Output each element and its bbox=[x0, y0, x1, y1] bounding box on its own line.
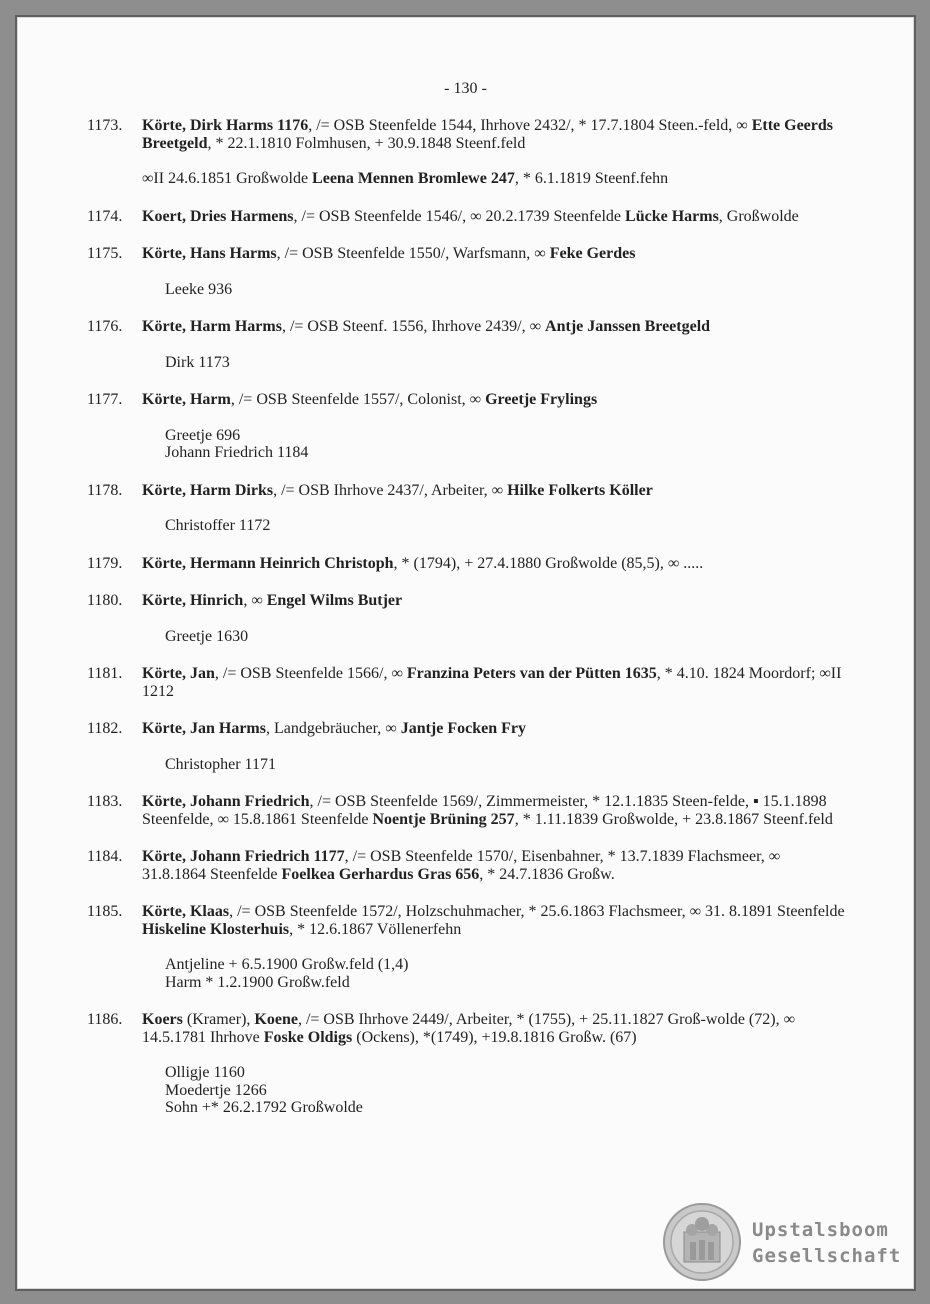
child-item: Greetje 1630 bbox=[165, 627, 249, 645]
entry-1184 bbox=[87, 848, 847, 883]
entry-1179 bbox=[87, 555, 847, 573]
record-text: , ∞ bbox=[243, 592, 267, 609]
name-text: Lücke Harms bbox=[625, 207, 719, 225]
record-text: , /= OSB Steenfelde 1569/, Zimmermeister, * 12.1.1835 Steen-felde, ▪ 15.1.1898 Steenfelde, ∞ 15.8.1861 Steenfelde bbox=[142, 793, 827, 828]
record-text: , * 24.7.1836 Großw. bbox=[479, 865, 615, 883]
name-text: Franzina Peters van der Pütten 1635 bbox=[406, 665, 657, 682]
entry-text bbox=[142, 665, 847, 700]
name-text: Koers bbox=[142, 1011, 183, 1028]
entry-number: 1176. bbox=[87, 318, 123, 335]
children-list bbox=[87, 756, 847, 774]
entry-1175 bbox=[87, 245, 847, 263]
child-item: Sohn +* 26.2.1792 Großwolde bbox=[165, 1099, 363, 1116]
record-text: , Landgebräucher, ∞ bbox=[265, 720, 401, 737]
entry-number: 1175. bbox=[87, 245, 123, 262]
entry-1186 bbox=[87, 1011, 847, 1046]
record-text: , * (1794), + 27.4.1880 Großwolde (85,5), ∞ ..... bbox=[393, 554, 704, 572]
society-logo-text bbox=[752, 1217, 901, 1269]
entry-1174 bbox=[87, 208, 847, 226]
second-marriage-line bbox=[87, 170, 847, 188]
record-text: , * 1.11.1839 Großwolde, + 23.8.1867 Steenf.feld bbox=[514, 810, 833, 828]
name-text: Engel Wilms Butjer bbox=[266, 592, 403, 609]
entry-number: 1173. bbox=[87, 117, 123, 134]
entry-text bbox=[142, 793, 847, 828]
entry-text bbox=[142, 482, 847, 500]
entry-1176 bbox=[87, 318, 847, 336]
record-text: , * 22.1.1810 Folmhusen, + 30.9.1848 Steenf.feld bbox=[207, 134, 526, 152]
page-number: - 130 - bbox=[444, 80, 487, 97]
entry-text bbox=[142, 208, 847, 226]
entry-text bbox=[142, 592, 847, 610]
record-text: ∞II 24.6.1851 Großwolde bbox=[142, 170, 313, 187]
entry-number: 1180. bbox=[87, 592, 123, 609]
entry-text bbox=[142, 555, 847, 573]
entry-text bbox=[142, 848, 847, 883]
name-text: Feke Gerdes bbox=[549, 245, 636, 262]
entry-1181 bbox=[87, 665, 847, 700]
entry-text bbox=[142, 391, 847, 409]
record-text: , /= OSB Ihrhove 2437/, Arbeiter, ∞ bbox=[273, 481, 508, 499]
child-item: Antjeline + 6.5.1900 Großw.feld (1,4) bbox=[165, 956, 409, 973]
entry-text bbox=[142, 903, 847, 938]
children-list bbox=[87, 1064, 847, 1117]
entry-number: 1177. bbox=[87, 391, 123, 408]
society-seal-icon bbox=[662, 1202, 742, 1282]
entry-text bbox=[142, 720, 847, 738]
entry-number: 1182. bbox=[87, 720, 123, 737]
entry-number: 1184. bbox=[87, 848, 123, 865]
name-text: Antje Janssen Breetgeld bbox=[545, 318, 711, 335]
name-text: Körte, Hans Harms bbox=[142, 245, 277, 262]
name-text: Körte, Jan Harms bbox=[142, 720, 266, 737]
entry-number: 1185. bbox=[87, 903, 123, 920]
record-text: , /= OSB Steenfelde 1557/, Colonist, ∞ bbox=[230, 391, 486, 408]
name-text: Foelkea Gerhardus Gras 656 bbox=[281, 865, 480, 883]
name-text: Körte, Harm Dirks bbox=[142, 481, 274, 499]
record-text: , /= OSB Steenfelde 1572/, Holzschuhmacher, * 25.6.1863 Flachsmeer, ∞ 31. 8.1891 Steenfelde bbox=[229, 903, 845, 920]
child-item: Johann Friedrich 1184 bbox=[165, 444, 309, 461]
logo-line-1: Upstalsboom bbox=[752, 1219, 889, 1241]
name-text: Noentje Brüning 257 bbox=[372, 810, 515, 828]
name-text: Foske Oldigs bbox=[263, 1028, 353, 1046]
name-text: Jantje Focken Fry bbox=[400, 720, 526, 737]
child-item: Leeke 936 bbox=[165, 280, 233, 298]
record-text: , /= OSB Steenfelde 1546/, ∞ 20.2.1739 Steenfelde bbox=[293, 207, 626, 225]
children-list bbox=[87, 354, 847, 372]
entry-number: 1179. bbox=[87, 554, 123, 572]
name-text: Hiskeline Klosterhuis bbox=[142, 920, 290, 938]
children-list bbox=[87, 517, 847, 535]
entry-1173 bbox=[87, 117, 847, 152]
record-text: , /= OSB Steenfelde 1544, Ihrhove 2432/, * 17.7.1804 Steen.-feld, ∞ bbox=[308, 117, 752, 134]
logo-line-2: Gesellschaft bbox=[752, 1245, 902, 1267]
children-list bbox=[87, 281, 847, 299]
name-text: Koert, Dries Harmens bbox=[142, 207, 294, 225]
child-item: Christopher 1171 bbox=[165, 755, 276, 773]
entry-1177 bbox=[87, 391, 847, 409]
entry-1178 bbox=[87, 482, 847, 500]
record-text: , /= OSB Steenf. 1556, Ihrhove 2439/, ∞ bbox=[281, 318, 546, 335]
name-text: Körte, Johann Friedrich bbox=[142, 793, 310, 810]
record-text: , * 6.1.1819 Steenf.fehn bbox=[514, 170, 669, 187]
record-text: , /= OSB Steenfelde 1570/, Eisenbahner, * 13.7.1839 Flachsmeer, ∞ 31.8.1864 Steenfelde bbox=[142, 848, 781, 883]
entry-1182 bbox=[87, 720, 847, 738]
name-text: Ette Geerds Breetgeld bbox=[142, 117, 833, 152]
record-text: , * 4.10. 1824 Moordorf; ∞II 1212 bbox=[142, 665, 842, 700]
name-text: Körte, Jan bbox=[142, 665, 215, 682]
entry-text bbox=[142, 318, 847, 336]
entry-number: 1181. bbox=[87, 665, 123, 682]
name-text: Körte, Harm bbox=[142, 391, 231, 408]
entry-1185 bbox=[87, 903, 847, 938]
record-text: (Ockens), *(1749), +19.8.1816 Großw. (67) bbox=[352, 1028, 637, 1046]
child-item: Moedertje 1266 bbox=[165, 1081, 267, 1099]
entry-1183 bbox=[87, 793, 847, 828]
entry-text bbox=[142, 117, 847, 152]
entry-text bbox=[142, 1011, 847, 1046]
child-item: Harm * 1.2.1900 Großw.feld bbox=[165, 973, 350, 991]
name-text: Koene bbox=[254, 1011, 298, 1028]
record-text: (Kramer), bbox=[182, 1011, 255, 1028]
name-text: Leena Mennen Bromlewe 247 bbox=[312, 170, 515, 187]
record-text: , /= OSB Steenfelde 1566/, ∞ bbox=[214, 665, 407, 682]
children-list bbox=[87, 628, 847, 646]
name-text: Körte, Klaas bbox=[142, 903, 230, 920]
child-item: Dirk 1173 bbox=[165, 353, 230, 371]
children-list bbox=[87, 427, 847, 462]
child-item: Olligje 1160 bbox=[165, 1064, 245, 1081]
entry-number: 1178. bbox=[87, 481, 123, 499]
name-text: Körte, Harm Harms bbox=[142, 318, 282, 335]
record-text: , Großwolde bbox=[718, 207, 799, 225]
entry-number: 1186. bbox=[87, 1011, 123, 1028]
record-text: , /= OSB Ihrhove 2449/, Arbeiter, * (1755), + 25.11.1827 Groß-wolde (72), ∞ 14.5.1781 Ihrhove bbox=[142, 1011, 795, 1046]
record-text: , /= OSB Steenfelde 1550/, Warfsmann, ∞ bbox=[276, 245, 550, 262]
entry-text bbox=[142, 245, 847, 263]
entry-number: 1174. bbox=[87, 207, 123, 225]
children-list bbox=[87, 956, 847, 991]
name-text: Hilke Folkerts Köller bbox=[507, 481, 653, 499]
child-item: Greetje 696 bbox=[165, 426, 241, 444]
name-text: Körte, Hinrich bbox=[142, 592, 244, 609]
name-text: Körte, Hermann Heinrich Christoph bbox=[142, 554, 394, 572]
name-text: Körte, Dirk Harms 1176 bbox=[142, 117, 309, 134]
entry-number: 1183. bbox=[87, 793, 123, 810]
document-page bbox=[15, 15, 916, 1291]
genealogy-entries bbox=[87, 117, 847, 1137]
entry-1180 bbox=[87, 592, 847, 610]
name-text: Körte, Johann Friedrich 1177 bbox=[142, 848, 345, 865]
child-item: Christoffer 1172 bbox=[165, 517, 271, 534]
record-text: , * 12.6.1867 Völlenerfehn bbox=[289, 920, 462, 938]
name-text: Greetje Frylings bbox=[485, 391, 598, 408]
